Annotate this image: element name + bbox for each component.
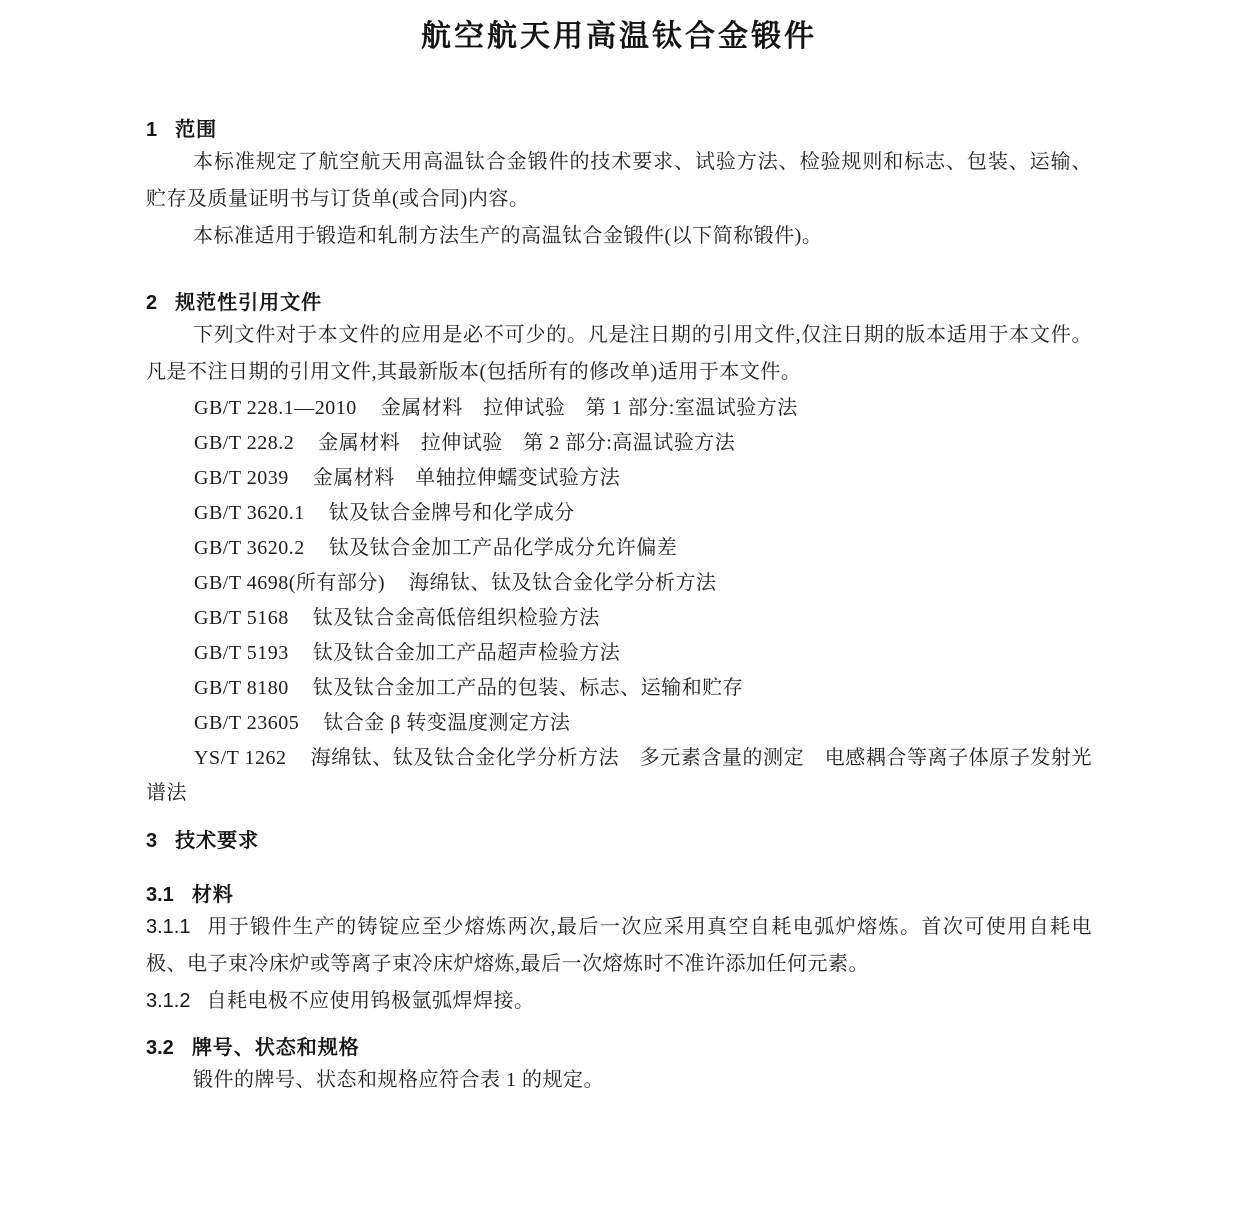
section-1-number: 1 <box>146 119 158 141</box>
reference-item <box>146 566 1092 601</box>
reference-title: 海绵钛、钛及钛合金化学分析方法 <box>409 572 717 594</box>
reference-item <box>146 426 1092 461</box>
reference-code: GB/T 4698(所有部分) <box>194 572 386 594</box>
reference-code: GB/T 23605 <box>194 712 300 734</box>
clause-3-1-1 <box>146 909 1092 983</box>
section-1-title: 范围 <box>175 119 218 141</box>
section-3-2-number: 3.2 <box>146 1037 174 1059</box>
reference-code: GB/T 228.1—2010 <box>194 397 357 419</box>
reference-item <box>146 461 1092 496</box>
reference-code: GB/T 228.2 <box>194 432 295 454</box>
section-3-1-title: 材料 <box>191 884 234 906</box>
designation-paragraph: 锻件的牌号、状态和规格应符合表 1 的规定。 <box>193 1069 604 1091</box>
reference-item <box>146 671 1092 706</box>
reference-item <box>146 706 1092 741</box>
reference-code: GB/T 2039 <box>194 467 289 489</box>
clause-3-1-1-text: 用于锻件生产的铸锭应至少熔炼两次,最后一次应采用真空自耗电弧炉熔炼。首次可使用自耗电极、电子束冷床炉或等离子束冷床炉熔炼,最后一次熔炼时不准许添加任何元素。 <box>146 916 1092 975</box>
clause-3-1-2-number: 3.1.2 <box>146 990 191 1012</box>
reference-item <box>146 741 1092 811</box>
section-3-title: 技术要求 <box>175 830 260 852</box>
reference-title: 金属材料 单轴拉伸蠕变试验方法 <box>312 467 621 489</box>
reference-list <box>146 391 1092 811</box>
reference-title: 钛及钛合金高低倍组织检验方法 <box>312 607 600 629</box>
clause-3-1-2 <box>146 983 1092 1020</box>
reference-title: 钛及钛合金加工产品的包装、标志、运输和贮存 <box>312 677 744 699</box>
clause-3-1-1-number: 3.1.1 <box>146 916 191 938</box>
reference-title: 金属材料 拉伸试验 第 2 部分:高温试验方法 <box>318 432 736 454</box>
reference-item <box>146 531 1092 566</box>
reference-code: GB/T 5168 <box>194 607 289 629</box>
reference-title: 钛及钛合金加工产品化学成分允许偏差 <box>328 537 678 559</box>
reference-title: 钛合金 β 转变温度测定方法 <box>323 712 571 734</box>
reference-code: GB/T 5193 <box>194 642 289 664</box>
reference-item <box>146 601 1092 636</box>
references-intro-paragraph: 下列文件对于本文件的应用是必不可少的。凡是注日期的引用文件,仅注日期的版本适用于本文件。凡是不注日期的引用文件,其最新版本(包括所有的修改单)适用于本文件。 <box>146 324 1092 383</box>
section-3-1-number: 3.1 <box>146 884 174 906</box>
reference-title: 钛及钛合金加工产品超声检验方法 <box>312 642 621 664</box>
section-2-title: 规范性引用文件 <box>175 292 323 314</box>
reference-code: GB/T 8180 <box>194 677 289 699</box>
section-3-2-title: 牌号、状态和规格 <box>191 1037 360 1059</box>
reference-code: GB/T 3620.1 <box>194 502 305 524</box>
reference-item <box>146 391 1092 426</box>
section-3-heading <box>146 827 1092 855</box>
document-title: 航空航天用高温钛合金锻件 <box>421 20 817 53</box>
reference-item <box>146 636 1092 671</box>
section-1-heading <box>146 116 1092 144</box>
scope-paragraph-1: 本标准规定了航空航天用高温钛合金锻件的技术要求、试验方法、检验规则和标志、包装、运输、贮存及质量证明书与订货单(或合同)内容。 <box>146 151 1092 210</box>
clause-3-1-2-text: 自耗电极不应使用钨极氩弧焊焊接。 <box>206 990 535 1012</box>
section-3-number: 3 <box>146 830 158 852</box>
section-3-1-heading <box>146 881 1092 909</box>
scope-paragraph-2: 本标准适用于锻造和轧制方法生产的高温钛合金锻件(以下简称锻件)。 <box>193 225 823 247</box>
reference-title: 金属材料 拉伸试验 第 1 部分:室温试验方法 <box>380 397 798 419</box>
reference-code: YS/T 1262 <box>194 747 287 769</box>
section-2-number: 2 <box>146 292 158 314</box>
reference-item <box>146 496 1092 531</box>
section-2-heading <box>146 289 1092 317</box>
reference-title: 海绵钛、钛及钛合金化学分析方法 多元素含量的测定 电感耦合等离子体原子发射光谱法 <box>146 747 1092 804</box>
section-3-2-heading <box>146 1034 1092 1062</box>
reference-title: 钛及钛合金牌号和化学成分 <box>328 502 575 524</box>
reference-code: GB/T 3620.2 <box>194 537 305 559</box>
